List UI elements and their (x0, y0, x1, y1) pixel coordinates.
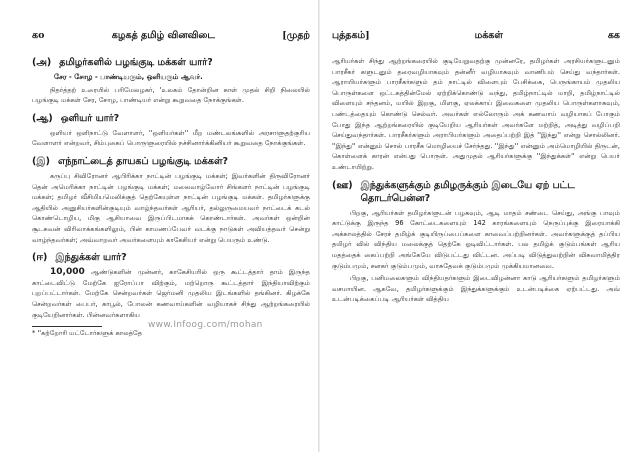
question-c-text: எந்நாட்டைத் தாயகப் பழங்குடி மக்கள்? (57, 155, 229, 167)
question-d (32, 251, 310, 264)
question-e-number: (ஊ) (332, 179, 353, 191)
answer-c-paragraph: கருப்பு சிவிரோனர் ஆபிரிக்கா நாட்டின் பழங்குடி மக்கள்; இவர்களின் திருவிரோனர் தென் அமெரிக்கா நாட்டின் பழங்குடி மக்கள்; மலைவாழ்வோர் சிங்களர் நாட்டின் பழங்குடி மக்கள்; தமிழர் வீசிமியமெலிக்குத் தெற்கேயுள்ள நாட்டின் பழங்குடி மக்கள். தமிழர்களுக்கு ஆதியில் அனுசியர்களின்குடியும் வாழ்ந்தவர்கள் ஆரியர், தல்லுருமையவர் நாட்டைக் கடல் கொண்டொழிய, மிகு ஆசியாவை இருப்பிடமாகக் கொண்டார்கள். அவர்கள் ஒன்றின் சூடசுவன் விரிவாக்கங்களிலும், பின் காமணப்பேவர் வடக்கு நாடுகள் அவியத்தவர் சென்று வாழ்ந்தவர்கள்; அவ்வாறவர் அவர்களையும் காகேசியர் என்று பெயரும் உண்டு. (32, 171, 310, 244)
question-e (332, 179, 620, 205)
question-a-number: (அ) (32, 57, 52, 68)
answer-a-paragraph: நிதர்த்தற் உரையில் பரிமேலழகர், 'உலகம் தோன்றின காள் முதல் சிறி நிலையில் பழங்குடி மக்கள் சேர, சோழ, பாண்டியர் என்று கூறுவதை நோக்குங்கள். (32, 85, 310, 105)
right-page-header (332, 30, 620, 42)
watermark-url: www.Infoog.com/mohan (148, 320, 263, 330)
question-d-text: இந்துக்கள் யார்? (55, 252, 127, 264)
question-e-text: இந்துக்களுக்கும் தமிழருக்கும் இடையே ஏற் பட்ட தொடர்பென்ன? (360, 179, 575, 204)
left-page-header (32, 30, 310, 42)
answer-d-text: ஆண்டுகளின் முன்னர், காகேசியரில் ஒரு கூட்டத்தார் தாம் இருந்த காட்டைவிட்டு மேற்கே ஐரோப்பா விற்கும், மற்றொரு கூட்டத்தார் இந்தியாவிற்கும் புறப்பட்டார்கள். மேற்கே சென்றவர்கள் ஜெர்மனி முதலிய இடங்களில் தங்கினர். கிழக்கே சென்றவர்கள் பைபர், காபூல், போலன் கணவாய்களின் வழியாகச் சிந்து ஆற்றங்கரையில் குடியேறினார்கள். பின்னவர்களாகிய (32, 268, 310, 319)
question-c (32, 155, 310, 168)
answer-d-paragraph (32, 267, 310, 320)
right-page (320, 0, 638, 452)
answer-b-paragraph: ஒளியர் ஒளிநாட்டு வேளாளர், ''ஒளியர்கள்'' மீற மண்டலங்களில் அரசாளுதற்குரிய வேளாளர் என்றவர், சிம்புகைப் பொருளுரையில் நச்சினார்க்கினியர் கூறுவதை நோக்குங்கள். (32, 128, 310, 148)
question-b-text: ஒளியர் யார்? (60, 112, 120, 124)
left-page-number: கo (32, 30, 45, 41)
question-b (32, 112, 310, 125)
question-c-number: (இ) (32, 155, 50, 167)
footnote: * ''கற்றோரி மட்டோர்களுக் காலத்தே (32, 329, 142, 338)
question-b-number: (ஆ) (32, 112, 53, 124)
question-a-text: தமிழர்களில் பழங்குடி மக்கள் யார்? (59, 57, 213, 68)
right-section-label: புத்தகம்] (332, 30, 370, 41)
right-paragraph-3: பிறகு, பனிமலைகளும் விந்தியதர்களும் இடைவிழன்னா காடு ஆரியர்களும் தமிழர்களும் வசமாயின. ஆகவே, தமிழர்களுக்கும் இந்துக்களுக்கும் உடன்படிக்கை ஏற்பட்டது. அவ் உடன்படிக்கைப்படி ஆரியர்கள் வித்திய (332, 274, 620, 304)
right-running-title: மக்கள் (474, 30, 503, 41)
right-paragraph-1: ஆரியர்கள் சிந்து ஆற்றங்கரையில் குடியேறுவதற்கு முன்னரே, தமிழர்கள் அரசியர்களுடனும் பாரசீகர் களுடனும் தரைவழியாகவும் தன்னீர் வழியாகவும் வாணிபம் செய்து வந்தார்கள். ஆராயியர்களும் பாரசீகர்களும் தம் நாட்டில் விளைபும் பேசிக்கை, பெருங்காயம் முதலிய பொருள்களை ஒட்டகத்தின்மேல் ஏற்றிக்கொண்டு வந்து, தமிழ்நாட்டில் மாறி, தமிழ்நாட்டில் விளையும் சந்தனம், மயில் இறகு, மிளகு, ஏலக்காய் இவைகளை முதலிய பொருள்களாகவும், பண்டத்தையும் கொண்டு செல்வர். அவர்கள் எல்லோரும் அக் கணவாய் வழியாகப் போகும் போது இந்த ஆற்றங்கரையில் குடியேறிய ஆரியர்கள் அவர்களே மற்றித், அடித்து வழிப்பறி செய்துவந்தார்கள். பாரசீகர்களும் அராபியர்களும் அதைப்பற்றி இத் ''இந்து'' என்று சொல்லினர். ''இந்து'' என்னும் சொல் பாரசீக மொழியைச் சேர்ந்தது. ''இந்து'' என்னும் அம்மொழியில் திருடன், கொள்ளைக் காரன் என்பது பொருள். அதுமுதல் ஆரியர்களுக்கு ''இந்துக்கள்'' என்று பெயர் உண்டாயிற்று. (332, 57, 620, 171)
left-page (0, 0, 318, 452)
right-page-number: கக (607, 30, 620, 41)
year-number: 10,000 (50, 267, 85, 278)
answer-a-quote: சேர - சோழ - பாண்டியரும், ஒளியரும் ஆவர். (54, 73, 203, 81)
left-running-title: கழகத் தமிழ் வினவிடை (111, 30, 215, 41)
right-paragraph-2: பிறகு, ஆரியர்கள் தமிழர்களுடன் பழகவும், ஆடி மாதம் சண்டை செய்து, அங்கு பாவும் காட்டுக்கு இருந்த 96 கோட்டைகளையும் 142 காரங்களையும் நெருப்புக்கு இரையாக்கி அக்காலத்தில் சேரச் தமிழ்க் குடியிருப்பைப்களை காவைப்பற்றினர்கள். அவர்களுக்குத் தப்பிய தமிழர் வில் விந்திய மலைக்குத் தெற்கே ஓடிவிட்டார்கள். பல தமிழ்க் குடும்பங்கள் ஆரிய மதத்தைக் கைப்பற்றி அங்கேயே விடுபட்டது விட்டன. அப்படி விடுத்துவற்றின் விசுவாமித்திர குடும்பமும், சனகர் குடும்பமும், வாசுதேவக் குடும்பமும் முக்கியமானவை. (332, 208, 620, 270)
question-a (32, 56, 310, 69)
left-section-label: [முதற் (282, 30, 310, 41)
footnote-divider (32, 326, 102, 327)
question-d-number: (ஈ) (32, 252, 48, 264)
